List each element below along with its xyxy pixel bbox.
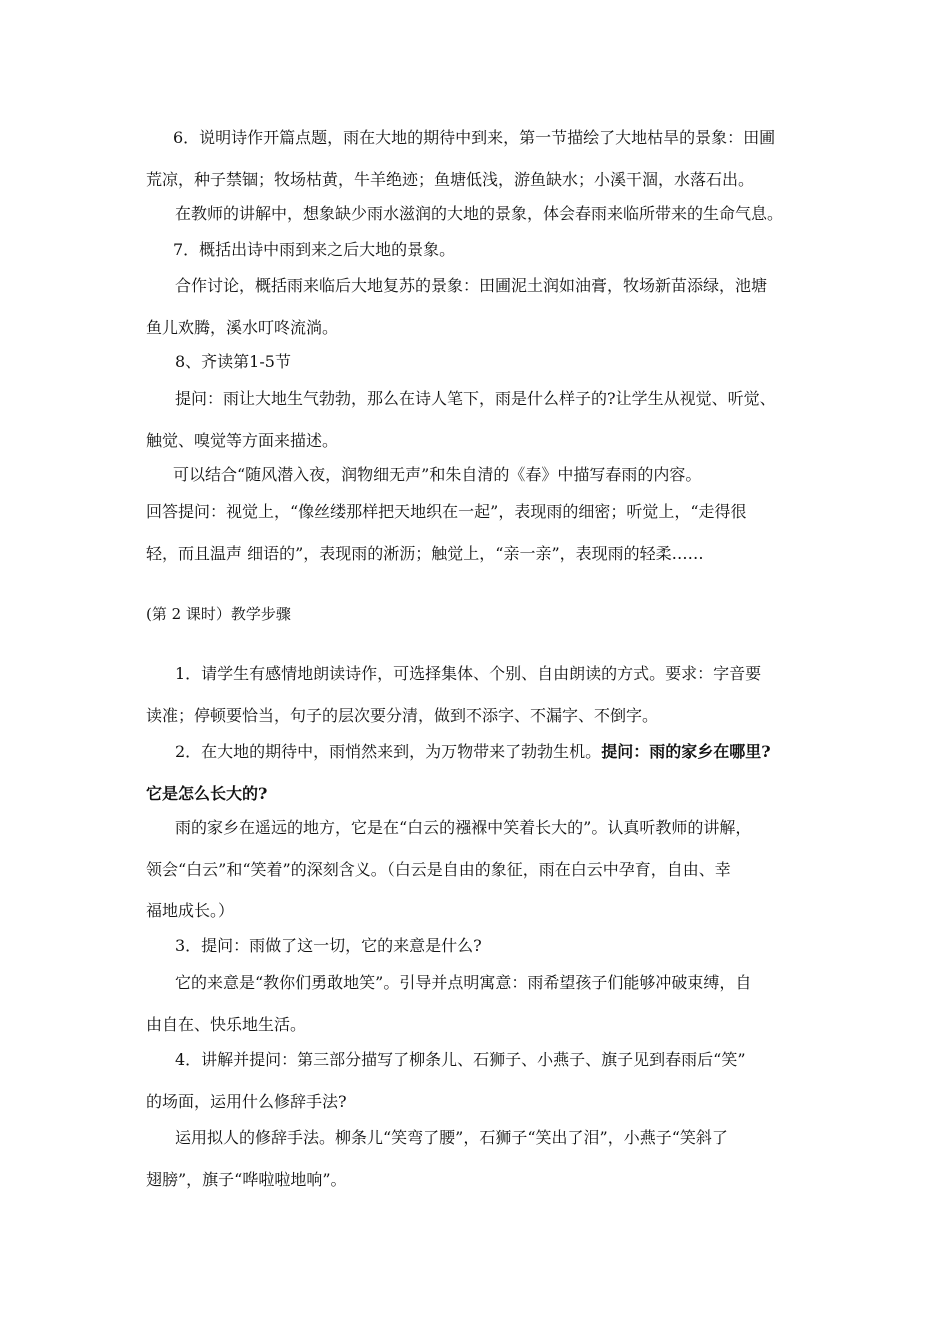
paragraph-line: 运用拟人的修辞手法。柳条儿“笑弯了腰”，石狮子“笑出了泪”，小燕子“笑斜了 [175, 1128, 728, 1147]
paragraph-line: 合作讨论，概括雨来临后大地复苏的景象：田圃泥土润如油膏，牧场新苗添绿，池塘 [175, 276, 768, 295]
paragraph-line: 雨的家乡在遥远的地方，它是在“白云的襁褓中笑着长大的”。认真听教师的讲解， [175, 818, 752, 837]
paragraph-line: 触觉、嗅觉等方面来描述。 [146, 431, 339, 450]
paragraph-line: 轻，而且温声 细语的”，表现雨的淅沥；触觉上，“亲一亲”，表现雨的轻柔…… [146, 544, 704, 563]
section-heading: (第 2 课时）教学步骤 [146, 605, 291, 623]
paragraph-line: 的场面，运用什么修辞手法? [146, 1092, 347, 1111]
paragraph-line: 荒凉，种子禁锢；牧场枯黄，牛羊绝迹；鱼塘低浅，游鱼缺水；小溪干涸，水落石出。 [146, 170, 755, 189]
paragraph-line [175, 742, 771, 762]
paragraph-line: 领会“白云”和“笑着”的深刻含义。（白云是自由的象征，雨在白云中孕育，自由、幸 [146, 860, 731, 879]
paragraph-line: 翅膀”，旗子“哗啦啦地响”。 [146, 1170, 347, 1189]
paragraph-line: 提问：雨让大地生气勃勃，那么在诗人笔下，雨是什么样子的?让学生从视觉、听觉、 [175, 389, 776, 408]
paragraph-line: 可以结合“随风潜入夜，润物细无声”和朱自清的《春》中描写春雨的内容。 [173, 465, 702, 484]
paragraph-line: 7．概括出诗中雨到来之后大地的景象。 [173, 240, 456, 259]
paragraph-line: 1．请学生有感情地朗读诗作，可选择集体、个别、自由朗读的方式。要求：字音要 [175, 664, 762, 683]
paragraph-line: 在教师的讲解中，想象缺少雨水滋润的大地的景象，体会春雨来临所带来的生命气息。 [175, 204, 784, 223]
paragraph-line: 由自在、快乐地生活。 [146, 1015, 307, 1034]
paragraph-text: 2．在大地的期待中，雨悄然来到，为万物带来了勃勃生机。 [175, 742, 602, 761]
bold-question: 提问：雨的家乡在哪里? [601, 742, 771, 761]
paragraph-line: 3．提问：雨做了这一切，它的来意是什么? [175, 936, 482, 955]
paragraph-line: 它的来意是“教你们勇敢地笑”。引导并点明寓意：雨希望孩子们能够冲破束缚，自 [175, 973, 752, 992]
paragraph-line: 鱼儿欢腾，溪水叮咚流淌。 [146, 318, 339, 337]
paragraph-line: 6．说明诗作开篇点题，雨在大地的期待中到来，第一节描绘了大地枯旱的景象：田圃 [173, 128, 776, 147]
paragraph-line: 福地成长。） [146, 901, 235, 920]
paragraph-line: 8、齐读第1-5节 [175, 352, 291, 371]
paragraph-line: 4．讲解并提问：第三部分描写了柳条儿、石狮子、小燕子、旗子见到春雨后“笑” [175, 1050, 746, 1069]
paragraph-line: 回答提问：视觉上，“像丝缕那样把天地织在一起”，表现雨的细密；听觉上，“走得很 [146, 502, 747, 521]
bold-question: 它是怎么长大的? [146, 784, 268, 803]
paragraph-line: 读准；停顿要恰当，句子的层次要分清，做到不添字、不漏字、不倒字。 [146, 706, 659, 725]
